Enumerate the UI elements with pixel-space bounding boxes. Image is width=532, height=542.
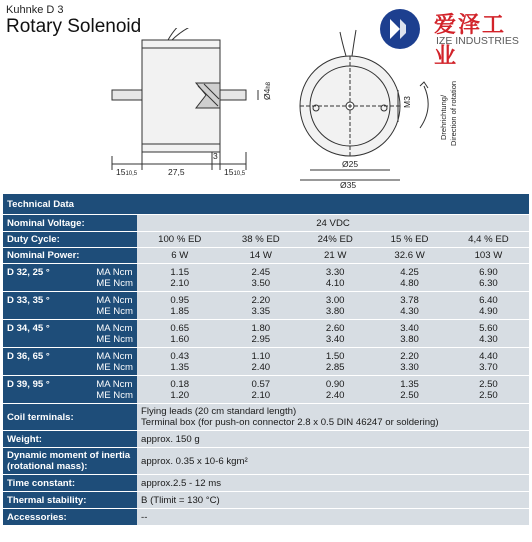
torque-cell: 4.40 3.70 bbox=[448, 348, 529, 376]
torque-cell: 1.35 2.50 bbox=[371, 376, 448, 404]
torque-cell: 1.50 2.85 bbox=[299, 348, 371, 376]
nominal-power-value: 21 W bbox=[299, 248, 371, 264]
table-row bbox=[3, 320, 529, 348]
torque-cell: 0.65 1.60 bbox=[137, 320, 223, 348]
dim-shaft-left: 1510,5 bbox=[116, 167, 138, 177]
torque-cell: 1.80 2.95 bbox=[223, 320, 300, 348]
weight-value: approx. 150 g bbox=[137, 431, 529, 448]
table-title: Technical Data bbox=[3, 194, 529, 215]
thermal-stability-label: Thermal stability: bbox=[3, 492, 137, 509]
brand-label: Kuhnke D 3 bbox=[6, 4, 64, 16]
torque-cell: 0.57 2.10 bbox=[223, 376, 300, 404]
logo-text-cn: 爱泽工业 bbox=[434, 13, 507, 69]
dim-body: 27,5 bbox=[168, 167, 185, 177]
nominal-power-value: 32.6 W bbox=[371, 248, 448, 264]
nominal-power-value: 103 W bbox=[448, 248, 529, 264]
table-row bbox=[3, 292, 529, 320]
nominal-power-value: 14 W bbox=[223, 248, 300, 264]
dim-gap: 3 bbox=[213, 151, 218, 161]
nominal-voltage-label: Nominal Voltage: bbox=[3, 215, 137, 232]
table-row bbox=[3, 264, 529, 292]
torque-cell: 2.45 3.50 bbox=[223, 264, 300, 292]
duty-cycle-value: 4,4 % ED bbox=[448, 232, 529, 248]
torque-cell: 2.60 3.40 bbox=[299, 320, 371, 348]
coil-terminals-label: Coil terminals: bbox=[3, 404, 137, 431]
model-label: D 39, 95 ° MA Ncm ME Ncm bbox=[3, 376, 137, 404]
torque-cell: 2.20 3.35 bbox=[223, 292, 300, 320]
duty-cycle-value: 24% ED bbox=[299, 232, 371, 248]
torque-cell: 6.40 4.90 bbox=[448, 292, 529, 320]
model-label: D 36, 65 ° MA Ncm ME Ncm bbox=[3, 348, 137, 376]
duty-cycle-value: 15 % ED bbox=[371, 232, 448, 248]
dim-dia-25: Ø25 bbox=[342, 159, 359, 169]
torque-cell: 6.90 6.30 bbox=[448, 264, 529, 292]
accessories-value: -- bbox=[137, 509, 529, 526]
rotation-label-en: Direction of rotation bbox=[449, 80, 458, 146]
technical-data-table bbox=[3, 194, 529, 526]
torque-cell: 4.25 4.80 bbox=[371, 264, 448, 292]
dim-shaft-dia: Ø4h8 bbox=[262, 81, 272, 100]
product-title: Rotary Solenoid bbox=[6, 16, 142, 37]
model-label: D 34, 45 ° MA Ncm ME Ncm bbox=[3, 320, 137, 348]
torque-cell: 2.50 2.50 bbox=[448, 376, 529, 404]
torque-cell: 3.30 4.10 bbox=[299, 264, 371, 292]
thermal-stability-value: B (Tlimit = 130 °C) bbox=[137, 492, 529, 509]
logo-text-en: IZE INDUSTRIES bbox=[436, 35, 519, 47]
coil-terminals-value: Flying leads (20 cm standard length) Terminal box (for push-on connector 2.8 x 0.5 DIN 46247 or soldering) bbox=[137, 404, 529, 431]
torque-cell: 2.20 3.30 bbox=[371, 348, 448, 376]
table-row bbox=[3, 376, 529, 404]
torque-cell: 0.43 1.35 bbox=[137, 348, 223, 376]
inertia-label: Dynamic moment of inertia (rotational mass): bbox=[3, 448, 137, 475]
duty-cycle-value: 100 % ED bbox=[137, 232, 223, 248]
torque-cell: 0.18 1.20 bbox=[137, 376, 223, 404]
duty-cycle-value: 38 % ED bbox=[223, 232, 300, 248]
nominal-power-value: 6 W bbox=[137, 248, 223, 264]
nominal-voltage-value: 24 VDC bbox=[137, 215, 529, 232]
rotation-label-de: Drehrichtung/ bbox=[439, 94, 448, 140]
dim-thread: M3 bbox=[402, 96, 412, 108]
model-label: D 33, 35 ° MA Ncm ME Ncm bbox=[3, 292, 137, 320]
accessories-label: Accessories: bbox=[3, 509, 137, 526]
duty-cycle-label: Duty Cycle: bbox=[3, 232, 137, 248]
nominal-power-label: Nominal Power: bbox=[3, 248, 137, 264]
dim-shaft-right: 1510,5 bbox=[224, 167, 246, 177]
table-row bbox=[3, 348, 529, 376]
torque-cell: 5.60 4.30 bbox=[448, 320, 529, 348]
torque-cell: 1.15 2.10 bbox=[137, 264, 223, 292]
torque-cell: 3.00 3.80 bbox=[299, 292, 371, 320]
time-constant-label: Time constant: bbox=[3, 475, 137, 492]
model-label: D 32, 25 ° MA Ncm ME Ncm bbox=[3, 264, 137, 292]
inertia-value: approx. 0.35 x 10-6 kgm² bbox=[137, 448, 529, 475]
torque-cell: 0.95 1.85 bbox=[137, 292, 223, 320]
torque-cell: 3.78 4.30 bbox=[371, 292, 448, 320]
time-constant-value: approx.2.5 - 12 ms bbox=[137, 475, 529, 492]
torque-cell: 3.40 3.80 bbox=[371, 320, 448, 348]
technical-drawing bbox=[0, 28, 532, 188]
weight-label: Weight: bbox=[3, 431, 137, 448]
torque-cell: 1.10 2.40 bbox=[223, 348, 300, 376]
dim-dia-35: Ø35 bbox=[340, 180, 357, 188]
torque-cell: 0.90 2.40 bbox=[299, 376, 371, 404]
